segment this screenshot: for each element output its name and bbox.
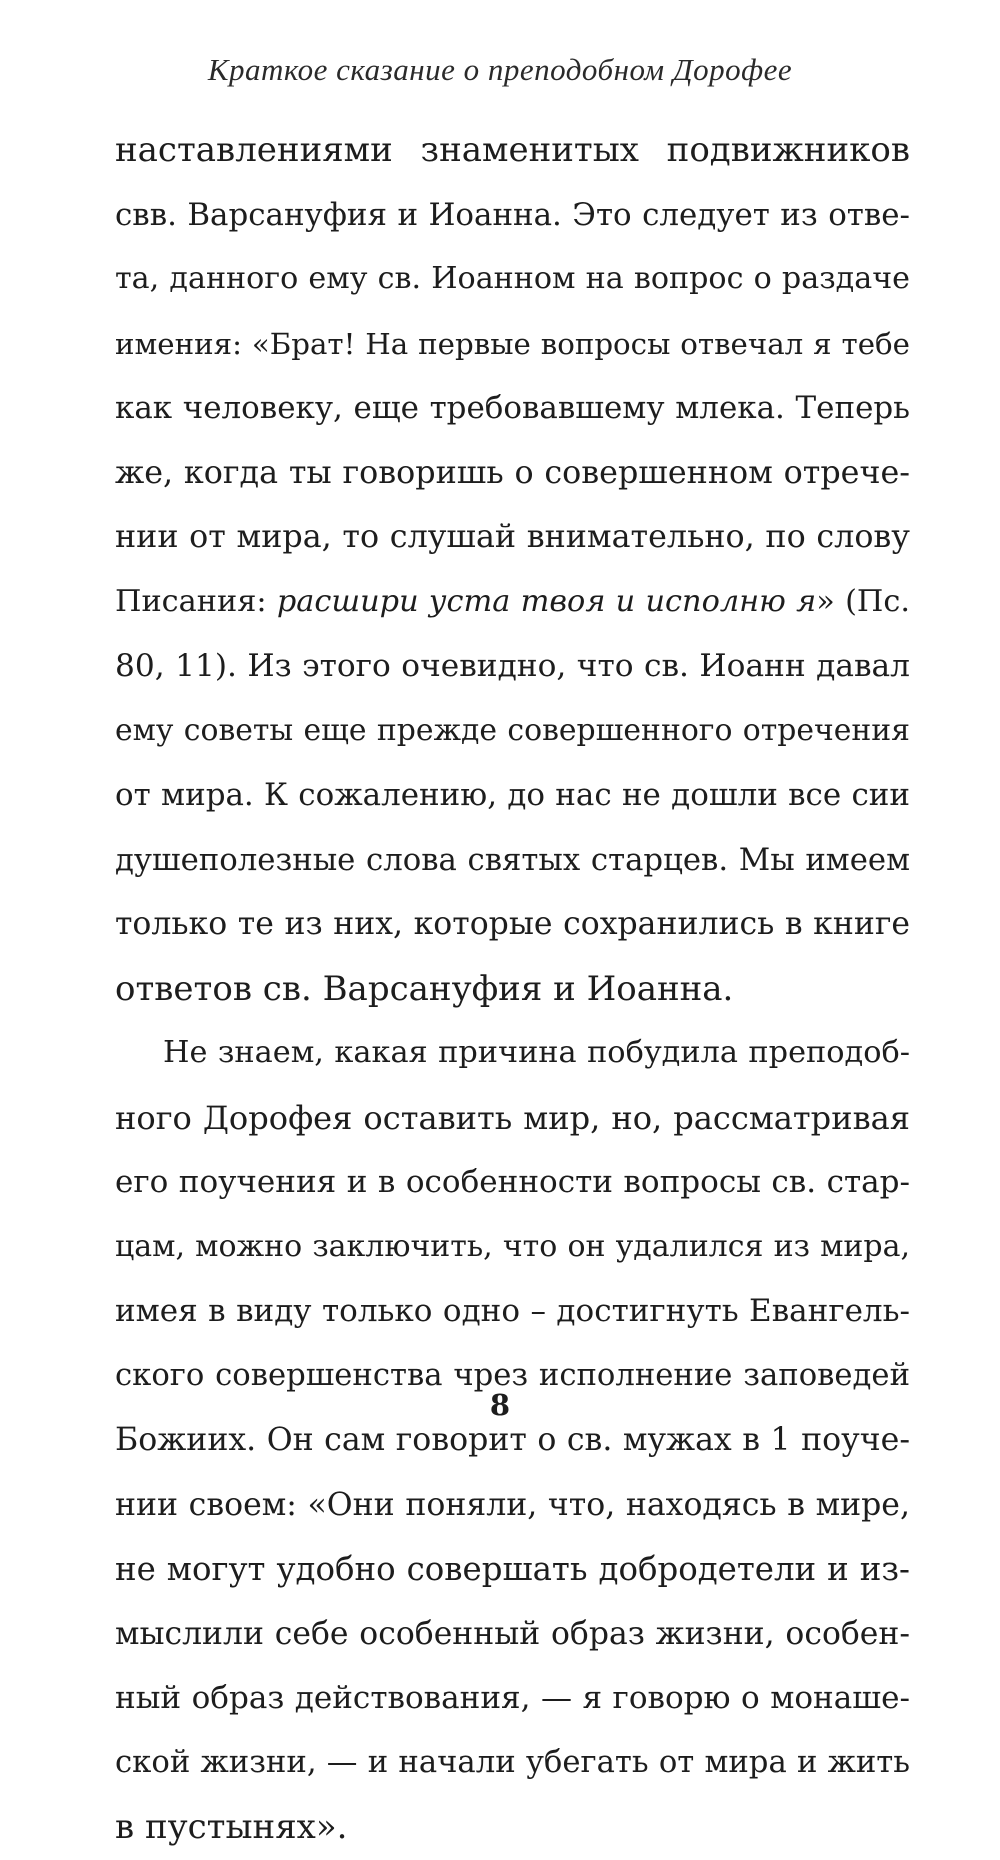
text-line: та, данного ему св. Иоанном на вопрос о раздаче xyxy=(115,261,910,296)
text-line: мыслили себе особенный образ жизни, особен- xyxy=(115,1615,910,1652)
text-line: имея в виду только одно – достигнуть Евангель- xyxy=(115,1293,910,1329)
page-number: 8 xyxy=(489,1388,511,1422)
running-head: Краткое сказание о преподобном Дорофее xyxy=(207,52,793,87)
text-line: ного Дорофея оставить мир, но, рассматривая xyxy=(115,1098,910,1137)
text-line: ный образ действования, — я говорю о монаше- xyxy=(115,1680,910,1716)
text-line: нии от мира, то слушай внимательно, по слову xyxy=(115,519,910,555)
text-line-with-quotation xyxy=(115,570,910,635)
text-line: же, когда ты говоришь о совершенном отрече- xyxy=(115,454,910,491)
paragraph-1 xyxy=(115,118,910,1021)
text-line: как человеку, еще требовавшему млека. Теперь xyxy=(115,390,910,426)
text-line: наставлениями знаменитых подвижников xyxy=(115,130,910,170)
text-span: » (Пс. xyxy=(816,583,911,619)
text-line: ской жизни, — и начали убегать от мира и жить xyxy=(115,1744,910,1780)
text-line: ответов св. Варсануфия и Иоанна. xyxy=(115,968,734,1009)
text-line: душеполезные слова святых старцев. Мы имеем xyxy=(115,841,910,878)
text-line: его поучения и в особенности вопросы св. стар- xyxy=(115,1164,910,1200)
text-line: свв. Варсануфия и Иоанна. Это следует из отве- xyxy=(115,196,910,233)
text-line: от мира. К сожалению, до нас не дошли все сии xyxy=(115,777,910,813)
text-line: цам, можно заключить, что он удалился из мира, xyxy=(115,1228,910,1264)
text-line: ского совершенства чрез исполнение заповедей xyxy=(115,1357,910,1393)
scripture-quote: расшири уста твоя и исполню я xyxy=(276,583,817,619)
text-line: Божиих. Он сам говорит о св. мужах в 1 поуче- xyxy=(115,1422,910,1458)
text-line: Не знаем, какая причина побудила преподоб- xyxy=(163,1035,910,1070)
text-line: не могут удобно совершать добродетели и из- xyxy=(115,1550,910,1588)
text-line: нии своем: «Они поняли, что, находясь в мире, xyxy=(115,1486,910,1523)
text-line: 80, 11). Из этого очевидно, что св. Иоанн давал xyxy=(115,648,910,684)
text-line: в пустынях». xyxy=(115,1807,348,1847)
paragraph-2 xyxy=(115,1021,910,1860)
body-text xyxy=(115,118,910,1860)
text-line: только те из них, которые сохранились в книге xyxy=(115,906,910,942)
text-line: имения: «Брат! На первые вопросы отвечал я тебе xyxy=(115,326,910,361)
text-span: Писания: xyxy=(115,583,277,619)
text-line: ему советы еще прежде совершенного отречения xyxy=(115,712,910,748)
